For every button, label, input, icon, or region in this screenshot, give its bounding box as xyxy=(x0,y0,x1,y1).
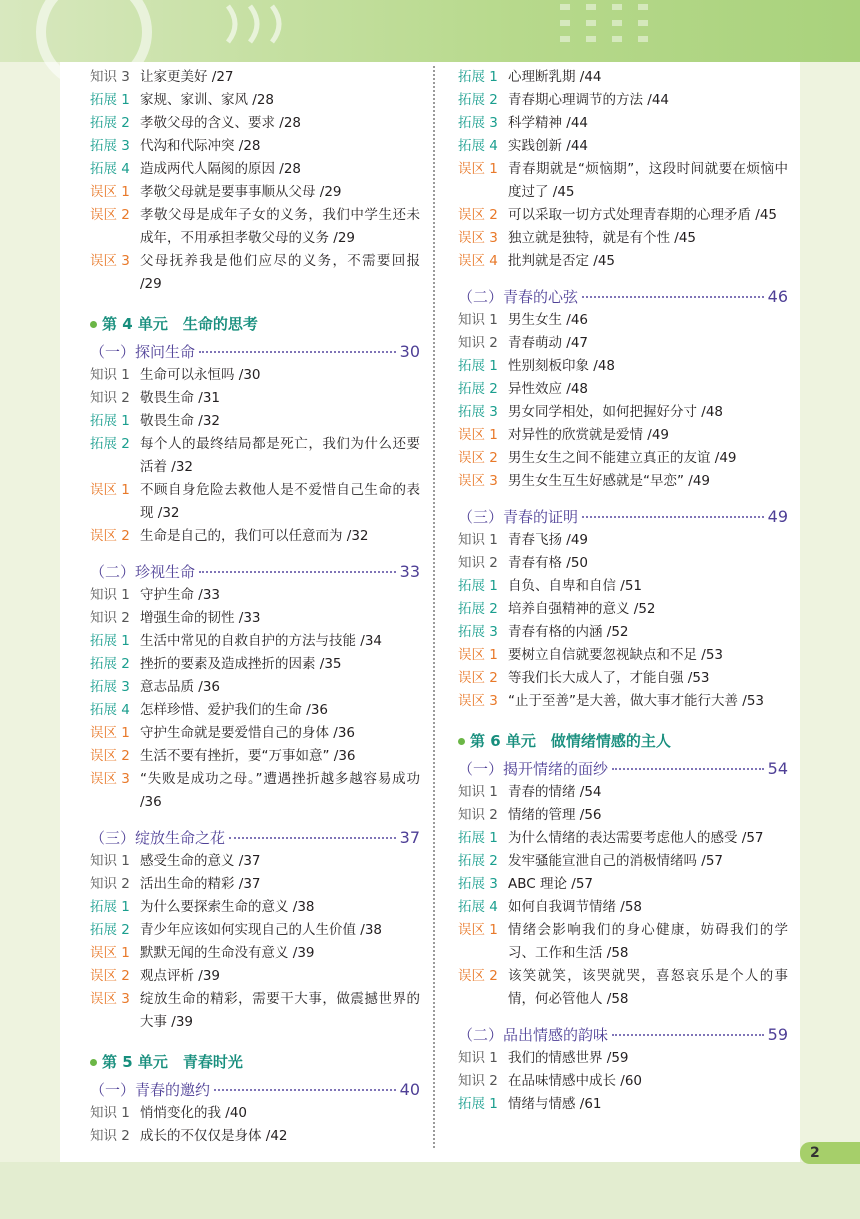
section-title: （一）探问生命 xyxy=(90,343,196,361)
toc-entry xyxy=(90,112,420,135)
entry-tag: 误区 2 xyxy=(90,968,130,984)
toc-entry xyxy=(90,1102,420,1125)
toc-entry xyxy=(458,401,788,424)
entry-text: 青春飞扬 /49 xyxy=(508,532,589,548)
toc-entry xyxy=(90,745,420,768)
toc-entry xyxy=(458,781,788,804)
entry-text: 活出生命的精彩 /37 xyxy=(140,876,261,892)
entry-text: 观点评析 /39 xyxy=(140,968,221,984)
unit-title: 第 6 单元 做情绪情感的主人 xyxy=(470,732,671,750)
entry-tag: 拓展 2 xyxy=(90,436,130,452)
section-heading xyxy=(90,560,420,584)
section-page-number: 40 xyxy=(399,1080,420,1099)
entry-text: ABC 理论 /57 xyxy=(508,876,593,892)
entry-tag: 误区 2 xyxy=(90,528,130,544)
entry-text: “止于至善”是大善，做大事才能行大善 /53 xyxy=(508,693,765,709)
entry-tag: 知识 2 xyxy=(458,1073,498,1089)
entry-tag: 误区 2 xyxy=(458,670,498,686)
section-page-number: 59 xyxy=(767,1025,788,1044)
entry-text: 青春期就是“烦恼期”，这段时间就要在烦恼中度过了 /45 xyxy=(508,161,788,200)
page-number: 2 xyxy=(800,1142,860,1164)
section-title: （一）揭开情绪的面纱 xyxy=(458,760,609,778)
entry-text: 孝敬父母是成年子女的义务，我们中学生还未成年，不用承担孝敬父母的义务 /29 xyxy=(140,207,420,246)
toc-entry xyxy=(458,965,788,1011)
column-divider xyxy=(433,66,435,1148)
section-title: （二）品出情感的韵味 xyxy=(458,1026,609,1044)
entry-text: 在品味情感中成长 /60 xyxy=(508,1073,643,1089)
entry-tag: 拓展 1 xyxy=(458,69,498,85)
entry-tag: 误区 2 xyxy=(90,748,130,764)
section-heading xyxy=(458,1023,788,1047)
toc-entry xyxy=(458,644,788,667)
section-page-number: 30 xyxy=(399,342,420,361)
entry-text: 青少年应该如何实现自己的人生价值 /38 xyxy=(140,922,383,938)
entry-tag: 误区 1 xyxy=(90,482,130,498)
entry-tag: 误区 4 xyxy=(458,253,498,269)
section-page-number: 54 xyxy=(767,759,788,778)
toc-entry xyxy=(90,89,420,112)
toc-entry xyxy=(90,410,420,433)
entry-tag: 拓展 2 xyxy=(458,381,498,397)
toc-entry xyxy=(90,919,420,942)
entry-text: 男生女生互生好感就是“早恋” /49 xyxy=(508,473,711,489)
section-title: （三）绽放生命之花 xyxy=(90,829,226,847)
entry-tag: 误区 1 xyxy=(90,725,130,741)
toc-entry xyxy=(458,690,788,713)
entry-tag: 拓展 3 xyxy=(458,624,498,640)
toc-entry xyxy=(458,447,788,470)
entry-text: 让家更美好 /27 xyxy=(140,69,234,85)
entry-text: 怎样珍惜、爱护我们的生命 /36 xyxy=(140,702,329,718)
top-decor-band xyxy=(0,0,860,62)
toc-entry xyxy=(90,364,420,387)
entry-text: 男女同学相处，如何把握好分寸 /48 xyxy=(508,404,724,420)
entry-tag: 误区 1 xyxy=(458,647,498,663)
entry-text: 生命是自己的，我们可以任意而为 /32 xyxy=(140,528,369,544)
entry-text: 家规、家训、家风 /28 xyxy=(140,92,275,108)
toc-entry xyxy=(458,1093,788,1116)
entry-tag: 误区 3 xyxy=(458,693,498,709)
toc-entry xyxy=(458,552,788,575)
unit-title: 第 4 单元 生命的思考 xyxy=(102,315,258,333)
entry-tag: 误区 3 xyxy=(458,473,498,489)
entry-tag: 误区 1 xyxy=(458,161,498,177)
entry-tag: 误区 2 xyxy=(90,207,130,223)
entry-text: 科学精神 /44 xyxy=(508,115,589,131)
dot-leader xyxy=(582,516,764,518)
entry-tag: 误区 1 xyxy=(458,922,498,938)
toc-entry xyxy=(458,135,788,158)
toc-entry xyxy=(90,607,420,630)
entry-tag: 知识 1 xyxy=(90,1105,130,1121)
entry-text: 青春有格的内涵 /52 xyxy=(508,624,629,640)
unit-heading xyxy=(90,1050,420,1074)
entry-text: 自负、自卑和自信 /51 xyxy=(508,578,643,594)
entry-text: 孝敬父母就是要事事顺从父母 /29 xyxy=(140,184,342,200)
toc-entry xyxy=(458,873,788,896)
entry-text: 等我们长大成人了，才能自强 /53 xyxy=(508,670,710,686)
entry-tag: 误区 3 xyxy=(458,230,498,246)
section-heading xyxy=(90,826,420,850)
toc-entry xyxy=(90,722,420,745)
entry-text: 父母抚养我是他们应尽的义务，不需要回报 /29 xyxy=(140,253,420,292)
entry-text: 绽放生命的精彩，需要干大事，做震撼世界的大事 /39 xyxy=(140,991,420,1030)
decor-dots-icon xyxy=(560,4,680,54)
entry-text: 每个人的最终结局都是死亡，我们为什么还要活着 /32 xyxy=(140,436,420,475)
toc-entry xyxy=(90,135,420,158)
toc-entry xyxy=(90,158,420,181)
entry-tag: 拓展 4 xyxy=(458,138,498,154)
toc-entry xyxy=(458,575,788,598)
entry-tag: 拓展 3 xyxy=(90,138,130,154)
entry-tag: 知识 2 xyxy=(458,555,498,571)
entry-text: 异性效应 /48 xyxy=(508,381,589,397)
entry-text: 情绪会影响我们的身心健康，妨碍我们的学习、工作和生活 /58 xyxy=(508,922,788,961)
entry-text: 成长的不仅仅是身体 /42 xyxy=(140,1128,288,1144)
dot-leader xyxy=(582,296,764,298)
toc-entry xyxy=(90,250,420,296)
toc-entry xyxy=(90,433,420,479)
entry-tag: 拓展 2 xyxy=(458,853,498,869)
toc-entry xyxy=(90,181,420,204)
toc-entry xyxy=(90,204,420,250)
entry-text: 为什么情绪的表达需要考虑他人的感受 /57 xyxy=(508,830,764,846)
entry-tag: 拓展 1 xyxy=(458,358,498,374)
entry-text: 发牢骚能宣泄自己的消极情绪吗 /57 xyxy=(508,853,724,869)
section-heading xyxy=(458,505,788,529)
toc-entry xyxy=(458,598,788,621)
toc-entry xyxy=(458,112,788,135)
entry-text: 代沟和代际冲突 /28 xyxy=(140,138,261,154)
entry-text: 青春有格 /50 xyxy=(508,555,589,571)
entry-text: 为什么要探索生命的意义 /38 xyxy=(140,899,315,915)
section-page-number: 49 xyxy=(767,507,788,526)
entry-text: “失败是成功之母。”遭遇挫折越多越容易成功 /36 xyxy=(140,771,420,810)
entry-text: 敬畏生命 /32 xyxy=(140,413,221,429)
toc-entry xyxy=(458,470,788,493)
toc-entry xyxy=(458,355,788,378)
toc-entry xyxy=(90,699,420,722)
section-page-number: 37 xyxy=(399,828,420,847)
toc-left-column xyxy=(90,66,420,1148)
entry-tag: 拓展 1 xyxy=(90,899,130,915)
entry-text: 青春的情绪 /54 xyxy=(508,784,602,800)
entry-tag: 误区 3 xyxy=(90,771,130,787)
toc-entry xyxy=(90,965,420,988)
toc-entry xyxy=(458,158,788,204)
entry-tag: 知识 1 xyxy=(458,1050,498,1066)
entry-text: 挫折的要素及造成挫折的因素 /35 xyxy=(140,656,342,672)
entry-tag: 知识 1 xyxy=(90,853,130,869)
dot-leader xyxy=(199,571,396,573)
entry-tag: 拓展 2 xyxy=(90,922,130,938)
bottom-decor-band xyxy=(0,1162,860,1219)
entry-tag: 误区 2 xyxy=(458,968,498,984)
toc-entry xyxy=(458,66,788,89)
entry-tag: 知识 1 xyxy=(90,587,130,603)
entry-tag: 拓展 1 xyxy=(458,578,498,594)
toc-entry xyxy=(458,378,788,401)
toc-entry xyxy=(90,479,420,525)
entry-text: 增强生命的韧性 /33 xyxy=(140,610,261,626)
dot-leader xyxy=(199,351,396,353)
entry-text: 默默无闻的生命没有意义 /39 xyxy=(140,945,315,961)
entry-tag: 知识 2 xyxy=(90,876,130,892)
entry-text: 造成两代人隔阂的原因 /28 xyxy=(140,161,302,177)
entry-tag: 知识 2 xyxy=(90,390,130,406)
toc-entry xyxy=(90,896,420,919)
entry-tag: 拓展 1 xyxy=(90,92,130,108)
entry-text: 情绪与情感 /61 xyxy=(508,1096,602,1112)
unit-heading xyxy=(90,312,420,336)
toc-entry xyxy=(458,204,788,227)
entry-tag: 拓展 2 xyxy=(90,115,130,131)
entry-tag: 知识 2 xyxy=(90,1128,130,1144)
entry-text: 该笑就笑，该哭就哭，喜怒哀乐是个人的事情，何必管他人 /58 xyxy=(508,968,788,1007)
toc-entry xyxy=(90,584,420,607)
toc-right-column xyxy=(458,66,788,1116)
toc-entry xyxy=(90,653,420,676)
entry-tag: 拓展 1 xyxy=(90,633,130,649)
entry-tag: 拓展 3 xyxy=(458,404,498,420)
entry-tag: 知识 3 xyxy=(90,69,130,85)
entry-tag: 知识 1 xyxy=(458,784,498,800)
entry-text: 不顾自身危险去救他人是不爱惜自己生命的表现 /32 xyxy=(140,482,420,521)
toc-entry xyxy=(90,850,420,873)
toc-entry xyxy=(90,387,420,410)
entry-text: 感受生命的意义 /37 xyxy=(140,853,261,869)
toc-entry xyxy=(458,896,788,919)
entry-text: 生命可以永恒吗 /30 xyxy=(140,367,261,383)
entry-text: 心理断乳期 /44 xyxy=(508,69,602,85)
entry-tag: 拓展 1 xyxy=(458,1096,498,1112)
entry-tag: 拓展 2 xyxy=(90,656,130,672)
toc-entry xyxy=(90,676,420,699)
toc-entry xyxy=(90,768,420,814)
section-heading xyxy=(458,757,788,781)
entry-text: 对异性的欣赏就是爱情 /49 xyxy=(508,427,670,443)
section-title: （三）青春的证明 xyxy=(458,508,579,526)
entry-text: 生活不要有挫折，要“万事如意” /36 xyxy=(140,748,356,764)
entry-text: 生活中常见的自救自护的方法与技能 /34 xyxy=(140,633,383,649)
entry-tag: 拓展 2 xyxy=(458,601,498,617)
entry-tag: 拓展 4 xyxy=(90,702,130,718)
toc-entry xyxy=(458,919,788,965)
toc-entry xyxy=(458,332,788,355)
entry-text: 培养自强精神的意义 /52 xyxy=(508,601,656,617)
entry-tag: 知识 1 xyxy=(458,532,498,548)
toc-entry xyxy=(90,988,420,1034)
entry-text: 悄悄变化的我 /40 xyxy=(140,1105,248,1121)
toc-entry xyxy=(458,827,788,850)
entry-tag: 拓展 4 xyxy=(458,899,498,915)
entry-tag: 拓展 1 xyxy=(90,413,130,429)
entry-text: 男生女生之间不能建立真正的友谊 /49 xyxy=(508,450,737,466)
decor-arcs-icon xyxy=(222,2,312,48)
entry-text: 敬畏生命 /31 xyxy=(140,390,221,406)
toc-entry xyxy=(458,227,788,250)
entry-text: 男生女生 /46 xyxy=(508,312,589,328)
unit-heading xyxy=(458,729,788,753)
entry-tag: 知识 2 xyxy=(458,807,498,823)
entry-tag: 误区 2 xyxy=(458,207,498,223)
unit-title: 第 5 单元 青春时光 xyxy=(102,1053,243,1071)
entry-text: 守护生命 /33 xyxy=(140,587,221,603)
entry-tag: 知识 2 xyxy=(90,610,130,626)
entry-text: 意志品质 /36 xyxy=(140,679,221,695)
entry-text: 可以采取一切方式处理青春期的心理矛盾 /45 xyxy=(508,207,778,223)
toc-entry xyxy=(458,529,788,552)
entry-tag: 误区 1 xyxy=(90,945,130,961)
toc-entry xyxy=(458,621,788,644)
section-heading xyxy=(90,1078,420,1102)
toc-entry xyxy=(458,424,788,447)
entry-tag: 拓展 3 xyxy=(458,115,498,131)
bullet-icon xyxy=(458,738,465,745)
toc-entry xyxy=(90,942,420,965)
entry-tag: 误区 3 xyxy=(90,253,130,269)
entry-tag: 拓展 1 xyxy=(458,830,498,846)
entry-tag: 知识 1 xyxy=(90,367,130,383)
entry-text: 守护生命就是要爱惜自己的身体 /36 xyxy=(140,725,356,741)
bullet-icon xyxy=(90,321,97,328)
toc-entry xyxy=(458,309,788,332)
dot-leader xyxy=(214,1089,396,1091)
entry-text: 情绪的管理 /56 xyxy=(508,807,602,823)
entry-text: 性别刻板印象 /48 xyxy=(508,358,616,374)
entry-tag: 误区 1 xyxy=(458,427,498,443)
entry-tag: 误区 1 xyxy=(90,184,130,200)
section-title: （一）青春的邀约 xyxy=(90,1081,211,1099)
entry-text: 青春期心理调节的方法 /44 xyxy=(508,92,670,108)
entry-tag: 拓展 3 xyxy=(458,876,498,892)
entry-tag: 知识 2 xyxy=(458,335,498,351)
toc-entry xyxy=(458,89,788,112)
toc-entry xyxy=(458,850,788,873)
entry-text: 实践创新 /44 xyxy=(508,138,589,154)
toc-entry xyxy=(458,1047,788,1070)
toc-entry xyxy=(458,1070,788,1093)
section-heading xyxy=(458,285,788,309)
section-page-number: 46 xyxy=(767,287,788,306)
dot-leader xyxy=(612,768,764,770)
toc-entry xyxy=(458,250,788,273)
toc-entry xyxy=(90,873,420,896)
toc-entry xyxy=(458,804,788,827)
entry-tag: 误区 3 xyxy=(90,991,130,1007)
section-heading xyxy=(90,340,420,364)
entry-text: 我们的情感世界 /59 xyxy=(508,1050,629,1066)
entry-text: 批判就是否定 /45 xyxy=(508,253,616,269)
entry-tag: 知识 1 xyxy=(458,312,498,328)
entry-tag: 误区 2 xyxy=(458,450,498,466)
section-title: （二）青春的心弦 xyxy=(458,288,579,306)
entry-text: 独立就是独特，就是有个性 /45 xyxy=(508,230,697,246)
entry-tag: 拓展 3 xyxy=(90,679,130,695)
entry-text: 青春萌动 /47 xyxy=(508,335,589,351)
entry-tag: 拓展 4 xyxy=(90,161,130,177)
toc-entry xyxy=(458,667,788,690)
toc-entry xyxy=(90,630,420,653)
section-page-number: 33 xyxy=(399,562,420,581)
dot-leader xyxy=(612,1034,764,1036)
entry-tag: 拓展 2 xyxy=(458,92,498,108)
entry-text: 孝敬父母的含义、要求 /28 xyxy=(140,115,302,131)
entry-text: 要树立自信就要忽视缺点和不足 /53 xyxy=(508,647,724,663)
bullet-icon xyxy=(90,1059,97,1066)
toc-entry xyxy=(90,525,420,548)
toc-entry xyxy=(90,66,420,89)
toc-entry xyxy=(90,1125,420,1148)
dot-leader xyxy=(229,837,396,839)
entry-text: 如何自我调节情绪 /58 xyxy=(508,899,643,915)
section-title: （二）珍视生命 xyxy=(90,563,196,581)
